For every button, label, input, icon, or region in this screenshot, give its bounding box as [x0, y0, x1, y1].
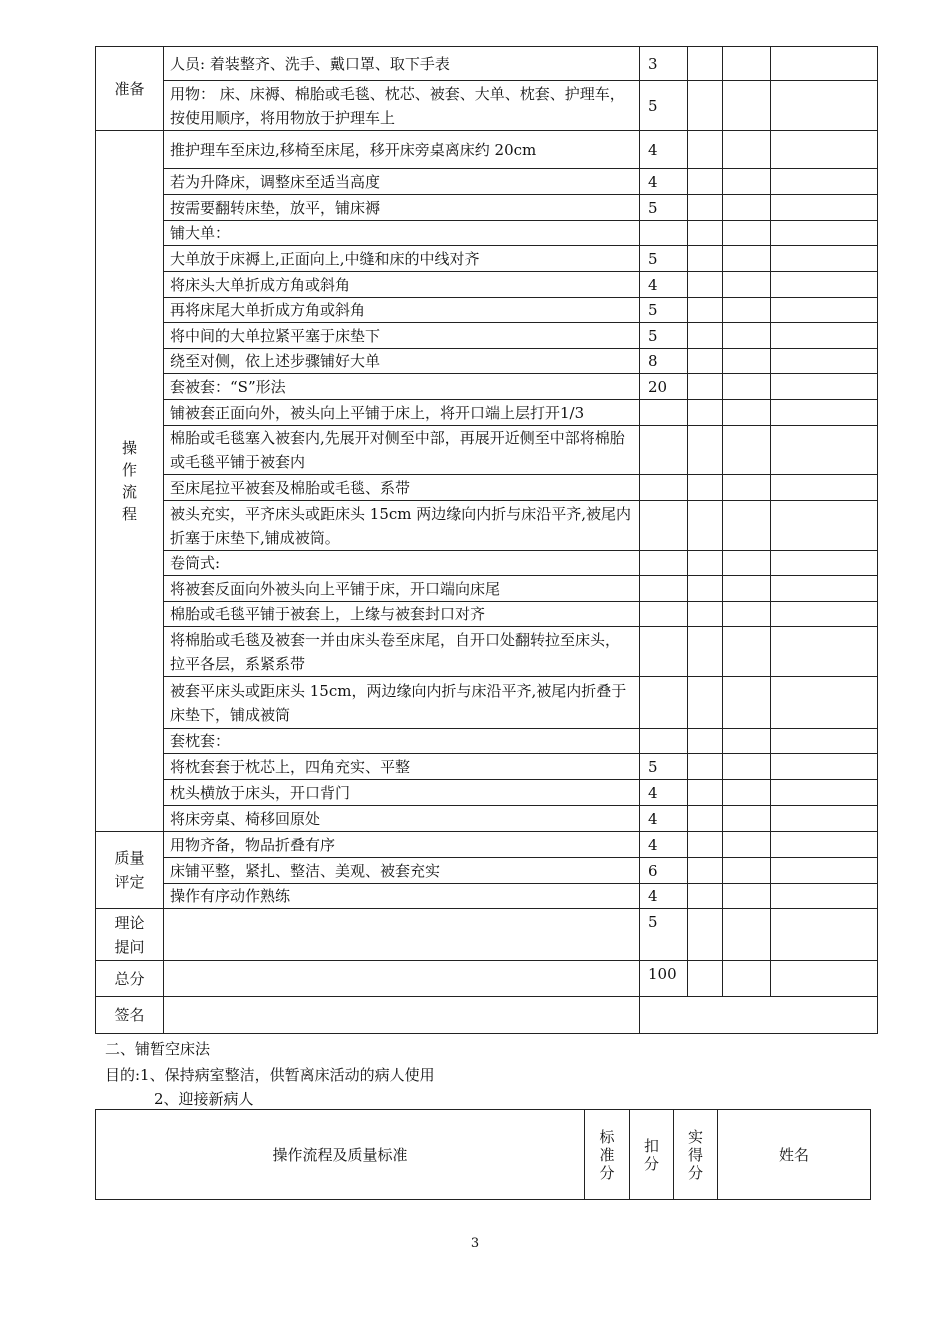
header-standard-score: [585, 1110, 630, 1200]
deduction-cell: [688, 677, 723, 729]
standard-score: [640, 400, 688, 426]
actual-cell: [723, 961, 771, 997]
standard-score: [640, 221, 688, 246]
deduction-cell: [688, 221, 723, 246]
table-row: [96, 576, 878, 602]
name-cell: [771, 400, 878, 426]
standard-score: 4: [640, 169, 688, 195]
deduction-cell: [688, 551, 723, 576]
header-actual-score-label: 实得分: [687, 1127, 703, 1182]
name-cell: [771, 323, 878, 349]
actual-cell: [723, 349, 771, 374]
name-cell: [771, 627, 878, 677]
actual-cell: [723, 221, 771, 246]
standard-score: 4: [640, 272, 688, 298]
table-row: [96, 131, 878, 169]
actual-cell: [723, 475, 771, 501]
item-text: 将床旁桌、椅移回原处: [164, 806, 640, 832]
actual-cell: [723, 909, 771, 961]
standard-score: 5: [640, 246, 688, 272]
name-cell: [771, 195, 878, 221]
category-prep: 准备: [96, 47, 164, 131]
sign-area-cell: [640, 997, 878, 1034]
item-text: 若为升降床，调整床至适当高度: [164, 169, 640, 195]
standard-score: 5: [640, 754, 688, 780]
actual-cell: [723, 272, 771, 298]
item-text: 将中间的大单拉紧平塞于床垫下: [164, 323, 640, 349]
actual-cell: [723, 627, 771, 677]
item-text: 将棉胎或毛毯及被套一并由床头卷至床尾，自开口处翻转拉至床头，拉平各层，系紧系带: [164, 627, 640, 677]
item-text: 大单放于床褥上,正面向上,中缝和床的中线对齐: [164, 246, 640, 272]
name-cell: [771, 81, 878, 131]
purpose-line-2: 2、迎接新病人: [154, 1090, 254, 1108]
standard-score: 5: [640, 81, 688, 131]
item-text: 绕至对侧，依上述步骤铺好大单: [164, 349, 640, 374]
table-row: [96, 627, 878, 677]
item-text: 将枕套套于枕芯上，四角充实、平整: [164, 754, 640, 780]
deduction-cell: [688, 246, 723, 272]
deduction-cell: [688, 602, 723, 627]
table-row: [96, 677, 878, 729]
name-cell: [771, 551, 878, 576]
sign-blank-cell: [164, 997, 640, 1034]
name-cell: [771, 298, 878, 323]
deduction-cell: [688, 169, 723, 195]
header-deduction: [630, 1110, 674, 1200]
deduction-cell: [688, 426, 723, 475]
actual-cell: [723, 501, 771, 551]
category-operations-label: 操作流程: [121, 438, 137, 523]
item-text: 铺被套正面向外，被头向上平铺于床上，将开口端上层打开1/3: [164, 400, 640, 426]
standard-score: [640, 551, 688, 576]
actual-cell: [723, 832, 771, 858]
name-cell: [771, 884, 878, 909]
category-theory-label: [114, 911, 144, 959]
name-cell: [771, 272, 878, 298]
category-total: 总分: [96, 961, 164, 997]
name-cell: [771, 576, 878, 602]
actual-cell: [723, 246, 771, 272]
table-row: [96, 884, 878, 909]
item-text: 床铺平整，紧扎、整洁、美观、被套充实: [164, 858, 640, 884]
actual-cell: [723, 858, 771, 884]
item-text: 用物齐备，物品折叠有序: [164, 832, 640, 858]
name-cell: [771, 374, 878, 400]
standard-score: 5: [640, 323, 688, 349]
header-process-standard: 操作流程及质量标准: [96, 1110, 585, 1200]
standard-score: 4: [640, 780, 688, 806]
table-row: [96, 806, 878, 832]
item-text: 套被套：“S”形法: [164, 374, 640, 400]
deduction-cell: [688, 909, 723, 961]
header-table: [95, 1109, 871, 1200]
standard-score: 8: [640, 349, 688, 374]
standard-score: 5: [640, 298, 688, 323]
category-operations: [96, 131, 164, 832]
name-cell: [771, 832, 878, 858]
deduction-cell: [688, 832, 723, 858]
table-row: [96, 426, 878, 475]
name-cell: [771, 475, 878, 501]
item-text: 至床尾拉平被套及棉胎或毛毯、系带: [164, 475, 640, 501]
standard-score: [640, 576, 688, 602]
header-deduction-label: 扣分: [643, 1136, 659, 1173]
name-cell: [771, 246, 878, 272]
name-cell: [771, 602, 878, 627]
item-text: 操作有序动作熟练: [164, 884, 640, 909]
deduction-cell: [688, 298, 723, 323]
purpose-line-1: 目的:1、保持病室整洁，供暂离床活动的病人使用: [105, 1066, 435, 1084]
table-row: [96, 81, 878, 131]
name-cell: [771, 426, 878, 475]
name-cell: [771, 349, 878, 374]
standard-score: 5: [640, 909, 688, 961]
deduction-cell: [688, 47, 723, 81]
name-cell: [771, 131, 878, 169]
name-cell: [771, 677, 878, 729]
item-text: [164, 961, 640, 997]
table-row: [96, 858, 878, 884]
category-theory-line2: 提问: [114, 937, 145, 956]
table-row: [96, 780, 878, 806]
deduction-cell: [688, 576, 723, 602]
standard-score: [640, 602, 688, 627]
table-row: [96, 400, 878, 426]
actual-cell: [723, 884, 771, 909]
item-text: 套枕套：: [164, 729, 640, 754]
item-text: 按需要翻转床垫，放平，铺床褥: [164, 195, 640, 221]
deduction-cell: [688, 349, 723, 374]
table-row: [96, 501, 878, 551]
table-row: [96, 997, 878, 1034]
deduction-cell: [688, 131, 723, 169]
standard-score: 20: [640, 374, 688, 400]
item-text: 铺大单：: [164, 221, 640, 246]
category-quality: [96, 832, 164, 909]
category-theory-line1: 理论: [114, 913, 145, 932]
item-text: 被头充实，平齐床头或距床头 15cm 两边缘向内折与床沿平齐,被尾内折塞于床垫下,铺成被筒。: [164, 501, 640, 551]
table-row: [96, 246, 878, 272]
deduction-cell: [688, 884, 723, 909]
name-cell: [771, 858, 878, 884]
actual-cell: [723, 754, 771, 780]
name-cell: [771, 169, 878, 195]
deduction-cell: [688, 858, 723, 884]
category-quality-label: [114, 846, 144, 894]
standard-score: [640, 475, 688, 501]
deduction-cell: [688, 729, 723, 754]
item-text: 将被套反面向外被头向上平铺于床，开口端向床尾: [164, 576, 640, 602]
actual-cell: [723, 551, 771, 576]
actual-cell: [723, 780, 771, 806]
category-quality-line1: 质量: [114, 849, 145, 867]
deduction-cell: [688, 806, 723, 832]
table-row: [96, 832, 878, 858]
standard-score: [640, 426, 688, 475]
table-row: [96, 272, 878, 298]
header-standard-score-label: 标准分: [599, 1127, 615, 1182]
standard-score: 3: [640, 47, 688, 81]
item-text: [164, 909, 640, 961]
standard-score: 4: [640, 806, 688, 832]
actual-cell: [723, 81, 771, 131]
deduction-cell: [688, 627, 723, 677]
standard-score: [640, 729, 688, 754]
item-text: 再将床尾大单折成方角或斜角: [164, 298, 640, 323]
section-heading: 二、铺暂空床法: [105, 1040, 211, 1058]
table-row: [96, 169, 878, 195]
actual-cell: [723, 323, 771, 349]
table-row: [96, 298, 878, 323]
table-row: [96, 551, 878, 576]
deduction-cell: [688, 754, 723, 780]
standard-score: [640, 627, 688, 677]
item-text: 被套平床头或距床头 15cm，两边缘向内折与床沿平齐,被尾内折叠于床垫下，铺成被筒: [164, 677, 640, 729]
deduction-cell: [688, 81, 723, 131]
table-row: [96, 961, 878, 997]
actual-cell: [723, 169, 771, 195]
table-row: [96, 195, 878, 221]
actual-cell: [723, 729, 771, 754]
page-number: 3: [470, 1236, 480, 1251]
table-row: [96, 374, 878, 400]
actual-cell: [723, 576, 771, 602]
category-theory: [96, 909, 164, 961]
deduction-cell: [688, 374, 723, 400]
category-quality-line2: 评定: [114, 873, 145, 891]
category-sign: 签名: [96, 997, 164, 1034]
table-row: [96, 47, 878, 81]
name-cell: [771, 501, 878, 551]
actual-cell: [723, 806, 771, 832]
item-text: 棉胎或毛毯平铺于被套上，上缘与被套封口对齐: [164, 602, 640, 627]
actual-cell: [723, 195, 771, 221]
deduction-cell: [688, 400, 723, 426]
name-cell: [771, 961, 878, 997]
standard-score: 100: [640, 961, 688, 997]
standard-score: 4: [640, 884, 688, 909]
name-cell: [771, 909, 878, 961]
item-text: 推护理车至床边,移椅至床尾，移开床旁桌离床约 20cm: [164, 131, 640, 169]
table-row: [96, 909, 878, 961]
standard-score: [640, 677, 688, 729]
table-row: [96, 221, 878, 246]
actual-cell: [723, 602, 771, 627]
table-row: [96, 475, 878, 501]
actual-cell: [723, 677, 771, 729]
deduction-cell: [688, 501, 723, 551]
deduction-cell: [688, 961, 723, 997]
standard-score: 4: [640, 131, 688, 169]
deduction-cell: [688, 195, 723, 221]
item-text: 将床头大单折成方角或斜角: [164, 272, 640, 298]
name-cell: [771, 754, 878, 780]
header-actual-score: [674, 1110, 718, 1200]
table-row: [96, 602, 878, 627]
standard-score: 6: [640, 858, 688, 884]
name-cell: [771, 729, 878, 754]
item-text: 卷筒式:: [164, 551, 640, 576]
deduction-cell: [688, 475, 723, 501]
actual-cell: [723, 298, 771, 323]
actual-cell: [723, 131, 771, 169]
actual-cell: [723, 374, 771, 400]
table-row: [96, 323, 878, 349]
name-cell: [771, 47, 878, 81]
table-row: [96, 349, 878, 374]
table-row: [96, 729, 878, 754]
table-row: [96, 754, 878, 780]
deduction-cell: [688, 780, 723, 806]
name-cell: [771, 780, 878, 806]
scoring-table: [95, 46, 878, 1034]
deduction-cell: [688, 323, 723, 349]
item-text: 用物： 床、床褥、棉胎或毛毯、枕芯、被套、大单、枕套、护理车，按使用顺序，将用物放于护理车上: [164, 81, 640, 131]
header-name: 姓名: [718, 1110, 871, 1200]
actual-cell: [723, 400, 771, 426]
actual-cell: [723, 426, 771, 475]
item-text: 人员: 着装整齐、洗手、戴口罩、取下手表: [164, 47, 640, 81]
standard-score: 5: [640, 195, 688, 221]
deduction-cell: [688, 272, 723, 298]
standard-score: [640, 501, 688, 551]
standard-score: 4: [640, 832, 688, 858]
name-cell: [771, 806, 878, 832]
name-cell: [771, 221, 878, 246]
actual-cell: [723, 47, 771, 81]
item-text: 棉胎或毛毯塞入被套内,先展开对侧至中部，再展开近侧至中部将棉胎或毛毯平铺于被套内: [164, 426, 640, 475]
item-text: 枕头横放于床头，开口背门: [164, 780, 640, 806]
